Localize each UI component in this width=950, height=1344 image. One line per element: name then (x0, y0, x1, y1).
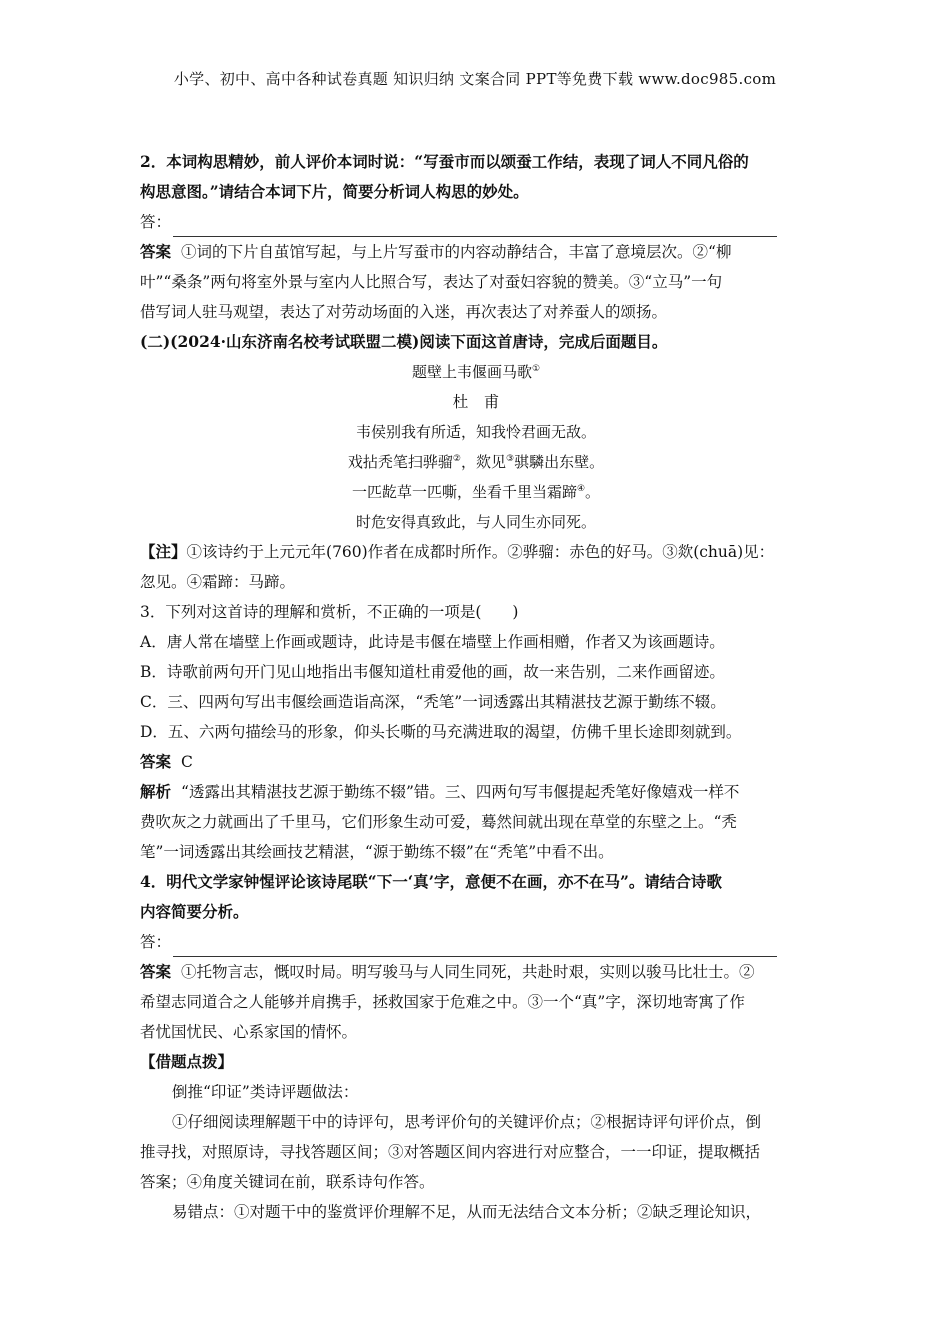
notes-label: 【注】 (140, 542, 187, 561)
poem-line-1: 韦侯别我有所适，知我怜君画无敌。 (355, 423, 596, 441)
analysis-label: 解析 (140, 782, 172, 801)
question-3-stem: 3．下列对这首诗的理解和赏析，不正确的一项是( ) (140, 603, 519, 621)
question-3-option-a: A．唐人常在墙壁上作画或题诗，此诗是韦偃在墙壁上作画相赠，作者又为该画题诗。 (140, 633, 725, 651)
poem-line-4: 时危安得真致此，与人同生亦同死。 (355, 513, 596, 531)
answer-prompt-label: 答： (140, 213, 172, 231)
notes-line-2: 忽见。④霜蹄：马蹄。 (140, 573, 296, 591)
tips-method-line-2: 推寻找，对照原诗，寻找答题区间；③对答题区间内容进行对应整合，一一印证，提取概括 (140, 1143, 761, 1161)
poem-line-3-part-a: 一匹龁草一匹嘶，坐看千里当霜蹄 (351, 483, 577, 501)
question-3-option-d: D．五、六两句描绘马的形象，仰头长嘶的马充满进取的渴望，仿佛千里长途即刻就到。 (140, 723, 742, 741)
section-2-intro: (二)(2024·山东济南名校考试联盟二模)阅读下面这首唐诗，完成后面题目。 (140, 332, 668, 351)
tips-error-line: 易错点：①对题干中的鉴赏评价理解不足，从而无法结合文本分析；②缺乏理论知识， (172, 1203, 762, 1221)
page-header: 小学、初中、高中各种试卷真题 知识归纳 文案合同 PPT等免费下载 www.doc985.com (173, 70, 777, 88)
question-3-analysis-line-3: 笔”一词透露出其绘画技艺精湛，“源于勤练不辍”在“秃笔”中看不出。 (140, 843, 614, 861)
poem-line-3 (140, 477, 812, 507)
answer-label: 答案 (140, 962, 172, 981)
answer-blank-line (173, 220, 777, 237)
answer-text: ①托物言志，慨叹时局。明写骏马与人同生同死，共赴时艰，实则以骏马比壮士。② (181, 963, 755, 981)
question-4-answer-prompt (140, 927, 812, 957)
poem-line-2-part-a: 戏拈秃笔扫骅骝 (347, 453, 453, 471)
poem-line-3-note: ④ (576, 484, 586, 494)
poem-line-3-part-b: 。 (585, 483, 601, 501)
question-2-answer-line-3: 借写词人驻马观望，表达了对劳动场面的入迷，再次表达了对养蚕人的颂扬。 (140, 303, 668, 321)
poem-line-2-part-c: 骐驎出东壁。 (514, 453, 605, 471)
poem-line-2-note-2: ③ (506, 454, 515, 464)
question-4-line-1: 4．明代文学家钟惺评论该诗尾联“下一‘真’字，意便不在画，亦不在马”。请结合诗歌 (140, 872, 722, 891)
document-body (140, 147, 812, 1227)
question-3-answer (140, 747, 812, 777)
question-2-answer-line-1 (140, 237, 812, 267)
tips-method-line-1: ①仔细阅读理解题干中的诗评句，思考评价句的关键评价点；②根据诗评句评价点，倒 (172, 1113, 762, 1131)
answer-prompt-label: 答： (140, 933, 172, 951)
question-2-answer-prompt (140, 207, 812, 237)
answer-label: 答案 (140, 242, 172, 261)
question-4-answer-line-1 (140, 957, 812, 987)
tips-label: 【借题点拨】 (140, 1052, 234, 1071)
poem-line-2 (140, 447, 812, 477)
analysis-text: “透露出其精湛技艺源于勤练不辍”错。三、四两句写韦偃提起秃笔好像嬉戏一样不 (181, 783, 740, 801)
question-2-answer-line-2: 叶”“桑条”两句将室外景与室内人比照合写，表达了对蚕妇容貌的赞美。③“立马”一句 (140, 273, 723, 291)
poem-line-2-part-b: ，欻见 (460, 453, 506, 471)
tips-method-title: 倒推“印证”类诗评题做法： (172, 1083, 359, 1101)
answer-blank-line (173, 940, 777, 957)
poem-line-2-note-1: ② (452, 454, 461, 464)
notes-line-1 (140, 537, 812, 567)
answer-label: 答案 (140, 752, 172, 771)
notes-text: ①该诗约于上元元年(760)作者在成都时所作。②骅骝：赤色的好马。③欻(chuā)见： (186, 543, 775, 561)
question-3-analysis-line-2: 费吹灰之力就画出了千里马，它们形象生动可爱，蓦然间就出现在草堂的东壁之上。“秃 (140, 813, 737, 831)
question-3-option-c: C．三、四两句写出韦偃绘画造诣高深，“秃笔”一词透露出其精湛技艺源于勤练不辍。 (140, 693, 726, 711)
poem-author: 杜 甫 (452, 393, 500, 411)
answer-value: C (181, 753, 193, 771)
question-3-analysis-line-1 (140, 777, 812, 807)
question-2-line-1: 2．本词构思精妙，前人评价本词时说：“写蚕市而以颂蚕工作结，表现了词人不同凡俗的 (140, 152, 749, 171)
question-4-line-2: 内容简要分析。 (140, 902, 249, 921)
poem-title-text: 题壁上韦偃画马歌 (411, 363, 532, 381)
question-2-line-2: 构思意图。”请结合本词下片，简要分析词人构思的妙处。 (140, 182, 529, 201)
poem-title (140, 357, 812, 387)
question-4-answer-line-2: 希望志同道合之人能够并肩携手，拯救国家于危难之中。③一个“真”字，深切地寄寓了作 (140, 993, 745, 1011)
tips-method-line-3: 答案；④角度关键词在前，联系诗句作答。 (140, 1173, 435, 1191)
poem-title-note: ① (531, 364, 541, 374)
question-4-answer-line-3: 者忧国忧民、心系家国的情怀。 (140, 1023, 358, 1041)
answer-text: ①词的下片自茧馆写起，与上片写蚕市的内容动静结合，丰富了意境层次。②“柳 (181, 243, 732, 261)
question-3-option-b: B．诗歌前两句开门见山地指出韦偃知道杜甫爱他的画，故一来告别，二来作画留迹。 (140, 663, 725, 681)
